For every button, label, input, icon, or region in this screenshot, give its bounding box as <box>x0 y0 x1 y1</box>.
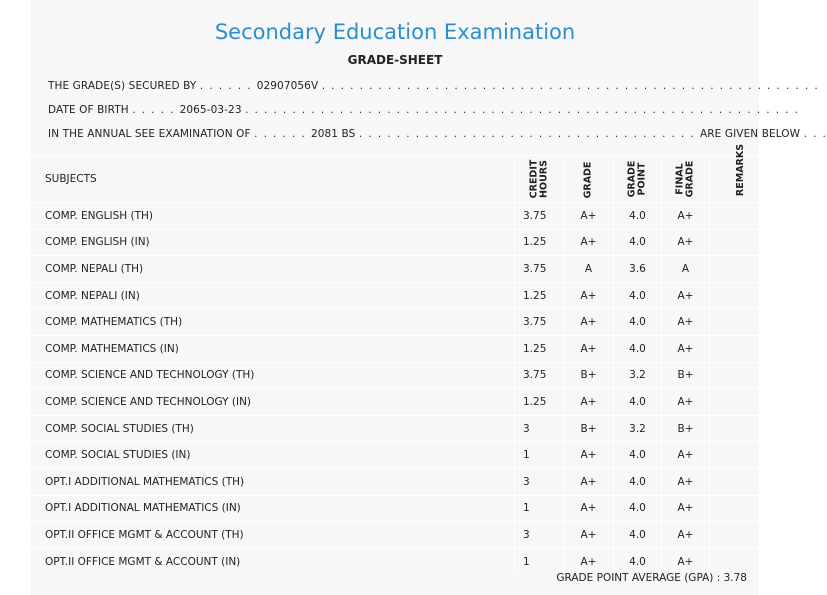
exam-line: IN THE ANNUAL SEE EXAMINATION OF . . . . . . 2081 BS . . . . . . . . . . . . . . . . . . . . . . . . . . . . . . . . . . . . ARE GIVEN BELOW . . . <box>48 128 827 140</box>
subjects-header: SUBJECTS <box>31 156 515 203</box>
credit-hours-header: CREDIT HOURS <box>515 156 564 203</box>
grade-point-cell: 4.0 <box>614 229 662 256</box>
table-row <box>31 548 772 574</box>
grade-point-cell: 4.0 <box>614 282 662 309</box>
table-row <box>31 362 772 389</box>
table-row <box>31 468 772 495</box>
subject-cell: OPT.I ADDITIONAL MATHEMATICS (TH) <box>31 468 515 495</box>
subject-cell: COMP. ENGLISH (TH) <box>31 203 515 230</box>
final-grade-cell: B+ <box>662 362 710 389</box>
grade-cell: A+ <box>564 229 614 256</box>
remarks-cell <box>710 282 773 309</box>
grade-point-cell: 4.0 <box>614 335 662 362</box>
credit-hours-cell: 1 <box>515 548 564 574</box>
final-grade-cell: A+ <box>662 442 710 469</box>
dob-value: 2065-03-23 <box>179 104 242 116</box>
final-grade-cell: A+ <box>662 389 710 416</box>
table-row <box>31 229 772 256</box>
remarks-header: REMARKS <box>710 156 773 203</box>
subject-cell: COMP. NEPALI (IN) <box>31 282 515 309</box>
credit-hours-cell: 1 <box>515 495 564 522</box>
grade-point-cell: 3.2 <box>614 415 662 442</box>
grade-point-cell: 4.0 <box>614 468 662 495</box>
final-grade-cell: A+ <box>662 203 710 230</box>
grade-cell: A+ <box>564 548 614 574</box>
grade-point-cell: 4.0 <box>614 309 662 336</box>
symbol-number: 02907056V <box>256 80 319 92</box>
credit-hours-cell: 1.25 <box>515 229 564 256</box>
credit-hours-cell: 3 <box>515 415 564 442</box>
credit-hours-cell: 3.75 <box>515 362 564 389</box>
grade-cell: A+ <box>564 522 614 549</box>
remarks-cell <box>710 309 773 336</box>
table-row <box>31 389 772 416</box>
grade-cell: A+ <box>564 309 614 336</box>
final-grade-cell: A+ <box>662 282 710 309</box>
final-grade-cell: A+ <box>662 495 710 522</box>
table-row <box>31 282 772 309</box>
exam-year: 2081 BS <box>310 128 356 140</box>
grade-point-cell: 4.0 <box>614 522 662 549</box>
final-grade-cell: A+ <box>662 548 710 574</box>
table-row <box>31 415 772 442</box>
grade-cell: A+ <box>564 282 614 309</box>
grade-sheet <box>31 0 827 595</box>
secured-by-line: THE GRADE(S) SECURED BY . . . . . . 02907056V . . . . . . . . . . . . . . . . . . . . . . . . . . . . . . . . . . . . . . . . . . . . . . . . . . . . . <box>48 80 820 92</box>
credit-hours-cell: 3.75 <box>515 309 564 336</box>
gpa-value: 3.78 <box>723 572 747 584</box>
grade-header: GRADE <box>564 156 614 203</box>
subject-cell: COMP. MATHEMATICS (TH) <box>31 309 515 336</box>
table-row <box>31 495 772 522</box>
final-grade-cell: B+ <box>662 415 710 442</box>
subject-cell: COMP. SCIENCE AND TECHNOLOGY (IN) <box>31 389 515 416</box>
final-grade-cell: A+ <box>662 229 710 256</box>
table-row <box>31 256 772 283</box>
secured-by-label: THE GRADE(S) SECURED BY <box>48 80 197 92</box>
credit-hours-cell: 1.25 <box>515 389 564 416</box>
remarks-cell <box>710 256 773 283</box>
final-grade-cell: A+ <box>662 468 710 495</box>
table-row <box>31 203 772 230</box>
table-row <box>31 522 772 549</box>
subject-cell: COMP. SCIENCE AND TECHNOLOGY (TH) <box>31 362 515 389</box>
gpa-line <box>556 572 747 584</box>
grade-cell: A+ <box>564 389 614 416</box>
given-below-label: ARE GIVEN BELOW <box>700 128 801 140</box>
remarks-cell <box>710 415 773 442</box>
remarks-cell <box>710 548 773 574</box>
remarks-cell <box>710 203 773 230</box>
exam-label: IN THE ANNUAL SEE EXAMINATION OF <box>48 128 251 140</box>
dob-label: DATE OF BIRTH <box>48 104 129 116</box>
grade-cell: A+ <box>564 203 614 230</box>
credit-hours-cell: 3.75 <box>515 256 564 283</box>
grade-cell: B+ <box>564 415 614 442</box>
grade-sheet-heading: GRADE-SHEET <box>347 53 443 67</box>
remarks-cell <box>710 335 773 362</box>
table-row <box>31 335 772 362</box>
final-grade-cell: A <box>662 256 710 283</box>
credit-hours-cell: 1.25 <box>515 335 564 362</box>
grade-point-cell: 4.0 <box>614 548 662 574</box>
grade-point-cell: 4.0 <box>614 442 662 469</box>
remarks-cell <box>710 468 773 495</box>
remarks-cell <box>710 495 773 522</box>
grade-point-cell: 4.0 <box>614 389 662 416</box>
final-grade-header: FINAL GRADE <box>662 156 710 203</box>
subject-cell: OPT.I ADDITIONAL MATHEMATICS (IN) <box>31 495 515 522</box>
table-row <box>31 309 772 336</box>
subject-cell: COMP. NEPALI (TH) <box>31 256 515 283</box>
final-grade-cell: A+ <box>662 309 710 336</box>
gpa-label: GRADE POINT AVERAGE (GPA) : <box>556 572 721 584</box>
grade-cell: A+ <box>564 468 614 495</box>
remarks-cell <box>710 229 773 256</box>
subject-cell: COMP. MATHEMATICS (IN) <box>31 335 515 362</box>
table-row <box>31 442 772 469</box>
remarks-cell <box>710 389 773 416</box>
grade-cell: A+ <box>564 442 614 469</box>
remarks-cell <box>710 442 773 469</box>
grade-point-header: GRADE POINT <box>614 156 662 203</box>
remarks-cell <box>710 362 773 389</box>
subject-cell: COMP. SOCIAL STUDIES (TH) <box>31 415 515 442</box>
credit-hours-cell: 3.75 <box>515 203 564 230</box>
grade-cell: A <box>564 256 614 283</box>
grade-point-cell: 3.6 <box>614 256 662 283</box>
grades-table <box>31 143 772 574</box>
grade-point-cell: 4.0 <box>614 203 662 230</box>
grade-cell: A+ <box>564 495 614 522</box>
subject-cell: OPT.II OFFICE MGMT & ACCOUNT (TH) <box>31 522 515 549</box>
final-grade-cell: A+ <box>662 335 710 362</box>
exam-title: Secondary Education Examination <box>214 20 576 44</box>
grade-cell: B+ <box>564 362 614 389</box>
subject-cell: COMP. SOCIAL STUDIES (IN) <box>31 442 515 469</box>
grade-point-cell: 4.0 <box>614 495 662 522</box>
dob-line: DATE OF BIRTH . . . . . 2065-03-23 . . . . . . . . . . . . . . . . . . . . . . . . . . . . . . . . . . . . . . . . . . . . . . . . . . . . . . . . . . . <box>48 104 800 116</box>
credit-hours-cell: 3 <box>515 468 564 495</box>
grade-cell: A+ <box>564 335 614 362</box>
subject-cell: OPT.II OFFICE MGMT & ACCOUNT (IN) <box>31 548 515 574</box>
grade-point-cell: 3.2 <box>614 362 662 389</box>
remarks-cell <box>710 522 773 549</box>
final-grade-cell: A+ <box>662 522 710 549</box>
table-header-row <box>31 156 772 203</box>
credit-hours-cell: 3 <box>515 522 564 549</box>
credit-hours-cell: 1.25 <box>515 282 564 309</box>
credit-hours-cell: 1 <box>515 442 564 469</box>
subject-cell: COMP. ENGLISH (IN) <box>31 229 515 256</box>
